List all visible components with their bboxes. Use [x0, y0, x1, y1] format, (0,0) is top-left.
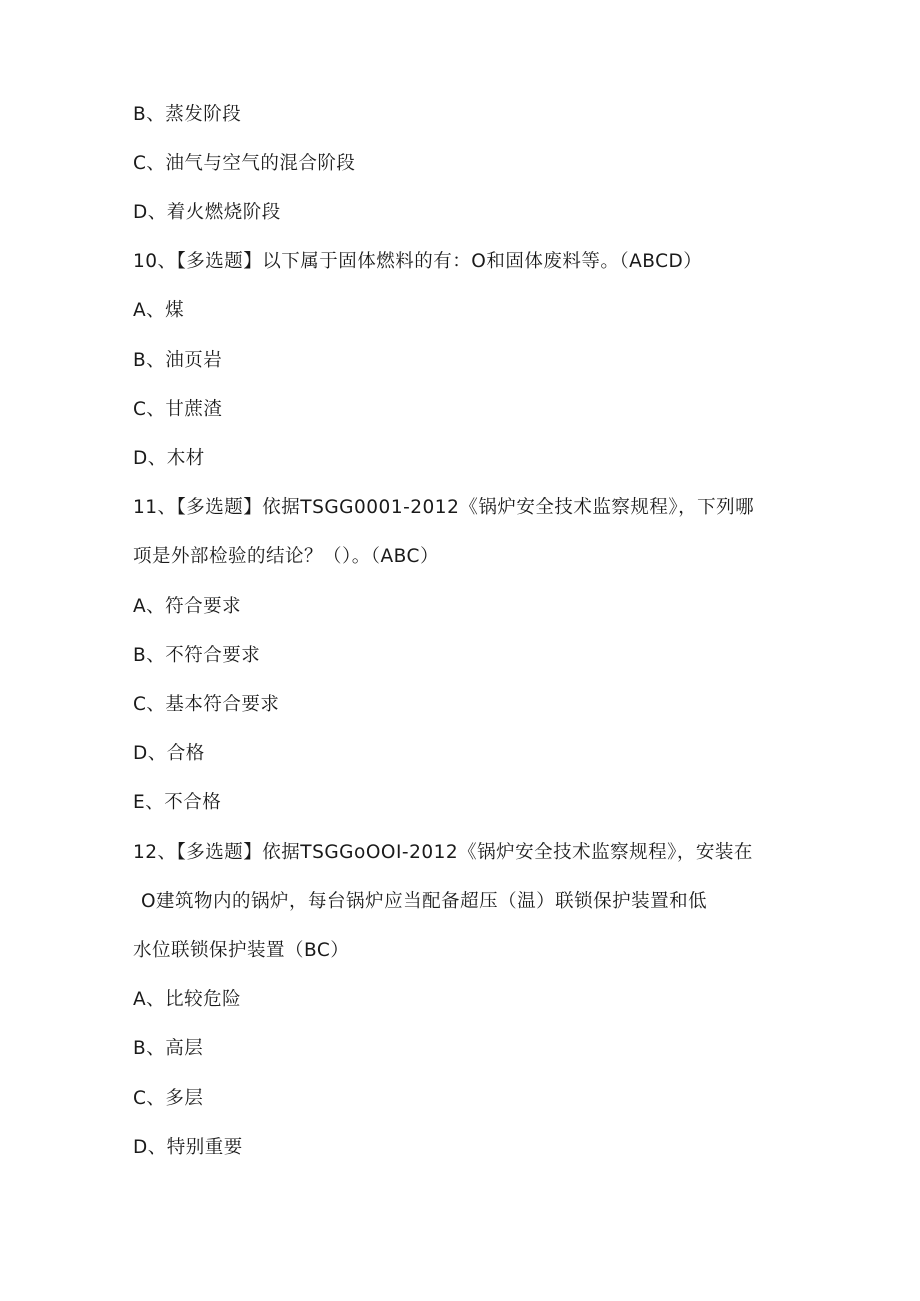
option-b-evaporation: B、蒸发阶段	[133, 104, 242, 125]
q11-option-c: C、基本符合要求	[133, 694, 280, 715]
q11-option-b: B、不符合要求	[133, 645, 261, 666]
q10-option-c: C、甘蔗渣	[133, 399, 223, 420]
q12-option-d: D、特别重要	[133, 1137, 243, 1158]
q11-option-d: D、合格	[133, 743, 205, 764]
question-10: 10、【多选题】以下属于固体燃料的有：O和固体废料等。（ABCD）	[133, 251, 703, 272]
question-12-line3: 水位联锁保护装置（BC）	[133, 940, 350, 961]
question-12-line2: O建筑物内的锅炉，每台锅炉应当配备超压（温）联锁保护装置和低	[141, 891, 708, 912]
q10-option-d: D、木材	[133, 448, 205, 469]
q11-option-a: A、符合要求	[133, 596, 242, 617]
q10-option-b: B、油页岩	[133, 350, 223, 371]
question-11-line2: 项是外部检验的结论？（）。（ABC）	[133, 546, 439, 567]
q12-option-c: C、多层	[133, 1088, 204, 1109]
q12-option-b: B、高层	[133, 1038, 204, 1059]
q12-option-a: A、比较危险	[133, 989, 242, 1010]
option-c-mixing: C、油气与空气的混合阶段	[133, 153, 356, 174]
q10-option-a: A、煤	[133, 300, 185, 321]
option-d-ignition: D、着火燃烧阶段	[133, 202, 281, 223]
question-12-line1: 12、【多选题】依据TSGGoOOI-2012《锅炉安全技术监察规程》，安装在	[133, 842, 753, 863]
question-11-line1: 11、【多选题】依据TSGG0001-2012《锅炉安全技术监察规程》，下列哪	[133, 497, 755, 518]
q11-option-e: E、不合格	[133, 792, 222, 813]
